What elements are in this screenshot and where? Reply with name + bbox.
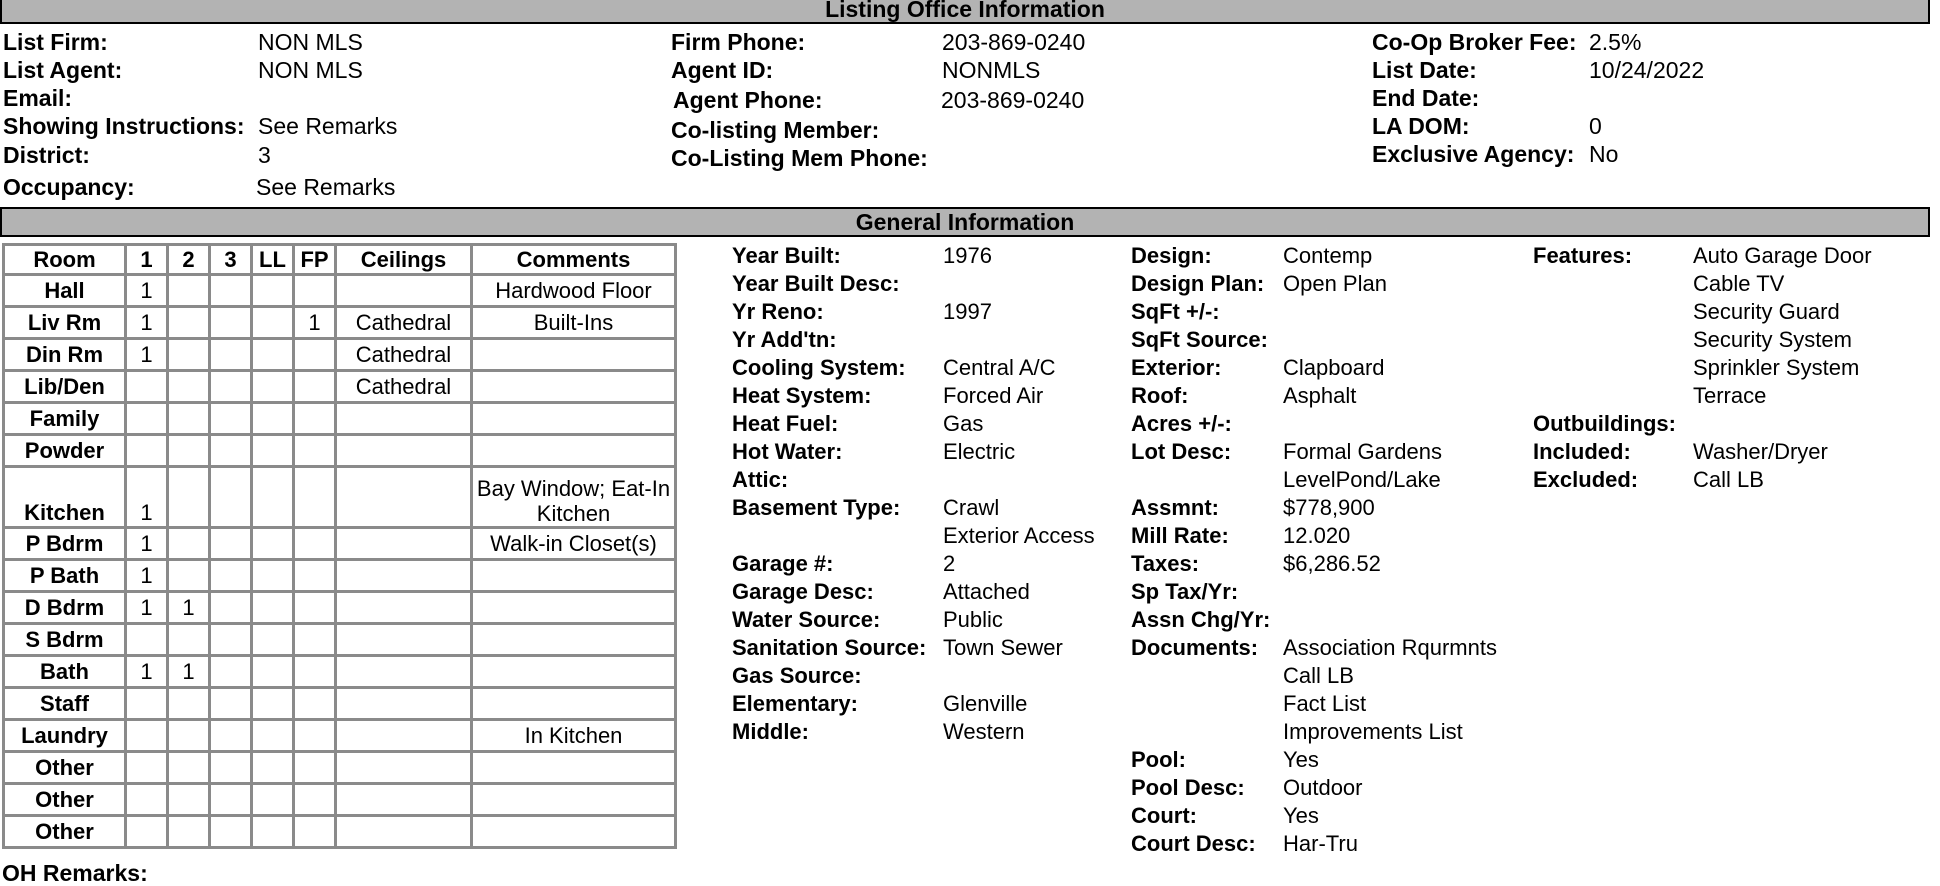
property-detail-label: Yr Add'tn: [732,327,837,352]
rooms-column-header: FP [294,245,336,275]
comments-cell [472,371,676,403]
room-level-cell [168,275,210,307]
comments-cell: Built-Ins [472,307,676,339]
property-detail-value: Crawl [943,495,1000,520]
room-level-cell [294,816,336,848]
property-feature-value: Washer/Dryer [1693,439,1828,464]
property-detail-label: Exterior: [1131,355,1222,380]
property-detail-label: Yr Reno: [732,299,824,324]
room-name-cell: Liv Rm [4,307,126,339]
property-detail-value: Association Rqurmnts [1283,635,1497,660]
room-level-cell [210,784,252,816]
property-detail-value: Clapboard [1283,355,1385,380]
room-level-cell [210,403,252,435]
oh-remarks-heading: OH Remarks: [2,860,148,886]
table-row [4,752,676,784]
room-level-cell [168,371,210,403]
property-feature-label: Features: [1533,243,1633,268]
rooms-column-header: 1 [126,245,168,275]
comments-cell [472,656,676,688]
room-level-cell [252,339,294,371]
room-level-cell [252,816,294,848]
property-detail-value: Har-Tru [1283,831,1358,856]
property-detail-value: Asphalt [1283,383,1357,408]
ceilings-cell: Cathedral [336,307,472,339]
property-detail-value: Attached [943,579,1030,604]
room-level-cell [294,720,336,752]
comments-cell [472,688,676,720]
showing-instructions-label: Showing Instructions: [3,113,245,139]
list-date-value: 10/24/2022 [1589,57,1705,83]
table-row [4,560,676,592]
agent-id-value: NONMLS [942,57,1041,83]
property-detail-value: Central A/C [943,355,1056,380]
ceilings-cell [336,688,472,720]
room-level-cell [294,624,336,656]
comments-cell [472,752,676,784]
agent-phone-label: Agent Phone: [673,87,823,113]
room-level-cell [252,592,294,624]
room-level-cell [294,528,336,560]
end-date-label: End Date: [1372,85,1480,111]
room-level-cell: 1 [126,592,168,624]
email-label: Email: [3,85,73,111]
ceilings-cell: Cathedral [336,339,472,371]
room-level-cell [168,752,210,784]
property-feature-value: Auto Garage Door [1693,243,1872,268]
property-feature-value: Security Guard [1693,299,1840,324]
property-detail-value: $6,286.52 [1283,551,1381,576]
property-detail-label: Mill Rate: [1131,523,1229,548]
room-name-cell: Hall [4,275,126,307]
room-level-cell [168,560,210,592]
room-level-cell [168,307,210,339]
comments-cell [472,592,676,624]
room-level-cell: 1 [126,528,168,560]
room-level-cell [252,528,294,560]
room-level-cell [210,816,252,848]
property-detail-label: Garage Desc: [732,579,874,604]
ceilings-cell [336,528,472,560]
table-row [4,656,676,688]
room-level-cell: 1 [294,307,336,339]
room-level-cell [168,435,210,467]
room-name-cell: Bath [4,656,126,688]
property-detail-value: Improvements List [1283,719,1463,744]
property-detail-value: Call LB [1283,663,1354,688]
room-level-cell [126,403,168,435]
room-level-cell [210,560,252,592]
table-row [4,816,676,848]
rooms-column-header: Room [4,245,126,275]
property-feature-value: Call LB [1693,467,1764,492]
room-level-cell [252,720,294,752]
room-level-cell [210,371,252,403]
room-level-cell [252,467,294,528]
list-firm-label: List Firm: [3,29,108,55]
table-row [4,624,676,656]
room-level-cell [210,528,252,560]
table-row [4,720,676,752]
room-level-cell [168,467,210,528]
room-name-cell: D Bdrm [4,592,126,624]
room-name-cell: Lib/Den [4,371,126,403]
ceilings-cell [336,403,472,435]
room-name-cell: Laundry [4,720,126,752]
room-level-cell [126,752,168,784]
ceilings-cell [336,752,472,784]
room-level-cell [252,371,294,403]
rooms-column-header: Ceilings [336,245,472,275]
property-detail-value: Forced Air [943,383,1044,408]
property-detail-label: Sp Tax/Yr: [1131,579,1239,604]
ceilings-cell [336,275,472,307]
ceilings-cell [336,624,472,656]
la-dom-label: LA DOM: [1372,113,1470,139]
room-level-cell [252,435,294,467]
table-row [4,307,676,339]
comments-cell: Bay Window; Eat-In Kitchen [472,467,676,528]
property-detail-label: Attic: [732,467,789,492]
room-level-cell [168,339,210,371]
property-detail-label: Gas Source: [732,663,862,688]
comments-cell: Hardwood Floor [472,275,676,307]
property-detail-label: Middle: [732,719,809,744]
ceilings-cell [336,656,472,688]
property-detail-value: Glenville [943,691,1028,716]
room-level-cell [294,560,336,592]
comments-cell [472,784,676,816]
property-detail-label: SqFt +/-: [1131,299,1220,324]
firm-phone-label: Firm Phone: [671,29,806,55]
table-row [4,339,676,371]
property-detail-label: Assn Chg/Yr: [1131,607,1271,632]
occupancy-label: Occupancy: [3,174,135,200]
property-detail-label: Pool: [1131,747,1186,772]
property-detail-value: Contemp [1283,243,1373,268]
table-row [4,784,676,816]
comments-cell: Walk-in Closet(s) [472,528,676,560]
property-detail-value: 1997 [943,299,992,324]
room-name-cell: Kitchen [4,467,126,528]
property-feature-label: Outbuildings: [1533,411,1676,436]
table-row [4,592,676,624]
property-detail-label: Design Plan: [1131,271,1265,296]
room-level-cell: 1 [168,656,210,688]
room-level-cell [294,275,336,307]
property-detail-value: Gas [943,411,984,436]
room-name-cell: Other [4,784,126,816]
table-row [4,688,676,720]
property-detail-label: Year Built Desc: [732,271,900,296]
property-detail-label: Heat System: [732,383,872,408]
agent-phone-value: 203-869-0240 [941,87,1085,113]
room-level-cell [168,688,210,720]
room-level-cell [168,528,210,560]
co-op-broker-fee-value: 2.5% [1589,29,1642,55]
property-detail-label: Basement Type: [732,495,901,520]
table-row [4,435,676,467]
table-row [4,403,676,435]
rooms-column-header: LL [252,245,294,275]
property-detail-value: Fact List [1283,691,1367,716]
room-level-cell [126,624,168,656]
comments-cell [472,816,676,848]
property-detail-value: $778,900 [1283,495,1375,520]
rooms-column-header: 2 [168,245,210,275]
property-detail-label: Cooling System: [732,355,906,380]
property-detail-label: Acres +/-: [1131,411,1232,436]
comments-cell [472,403,676,435]
property-detail-label: Year Built: [732,243,841,268]
ceilings-cell [336,467,472,528]
ceilings-cell [336,816,472,848]
property-detail-label: Court Desc: [1131,831,1256,856]
room-level-cell [294,339,336,371]
room-level-cell [294,688,336,720]
ceilings-cell [336,784,472,816]
co-op-broker-fee-label: Co-Op Broker Fee: [1372,29,1577,55]
room-name-cell: Staff [4,688,126,720]
la-dom-value: 0 [1589,113,1602,139]
listing-office-header: Listing Office Information [0,0,1930,24]
room-level-cell [294,752,336,784]
comments-cell [472,624,676,656]
table-row [4,528,676,560]
room-name-cell: P Bdrm [4,528,126,560]
room-name-cell: Powder [4,435,126,467]
room-level-cell [252,307,294,339]
ceilings-cell [336,592,472,624]
room-level-cell [168,784,210,816]
room-level-cell [210,688,252,720]
property-detail-value: Open Plan [1283,271,1387,296]
property-detail-label: Assmnt: [1131,495,1220,520]
room-level-cell [252,560,294,592]
room-level-cell [126,784,168,816]
room-level-cell [252,275,294,307]
co-listing-mem-phone-label: Co-Listing Mem Phone: [671,145,928,171]
room-level-cell [210,339,252,371]
occupancy-value: See Remarks [256,174,396,200]
property-detail-label: Lot Desc: [1131,439,1232,464]
room-name-cell: Other [4,816,126,848]
property-detail-value: Exterior Access [943,523,1095,548]
property-detail-value: 1976 [943,243,992,268]
room-level-cell [126,371,168,403]
property-detail-label: Roof: [1131,383,1189,408]
property-feature-label: Included: [1533,439,1631,464]
property-feature-value: Cable TV [1693,271,1785,296]
room-level-cell [252,656,294,688]
room-level-cell: 1 [126,560,168,592]
ceilings-cell [336,720,472,752]
room-level-cell [294,656,336,688]
room-level-cell: 1 [126,275,168,307]
room-level-cell [294,467,336,528]
property-detail-label: SqFt Source: [1131,327,1268,352]
room-level-cell [168,816,210,848]
room-name-cell: Din Rm [4,339,126,371]
room-level-cell [252,752,294,784]
property-detail-value: Public [943,607,1003,632]
rooms-table [2,243,677,849]
comments-cell [472,560,676,592]
list-agent-label: List Agent: [3,57,123,83]
property-detail-value: Formal Gardens [1283,439,1442,464]
list-agent-value: NON MLS [258,57,363,83]
room-name-cell: Family [4,403,126,435]
room-level-cell [252,403,294,435]
property-detail-label: Design: [1131,243,1212,268]
property-detail-value: Town Sewer [943,635,1063,660]
exclusive-agency-value: No [1589,141,1619,167]
room-level-cell [168,624,210,656]
property-detail-value: LevelPond/Lake [1283,467,1441,492]
list-date-label: List Date: [1372,57,1477,83]
property-detail-value: Electric [943,439,1016,464]
room-level-cell [252,688,294,720]
property-detail-value: Yes [1283,747,1319,772]
property-detail-label: Taxes: [1131,551,1200,576]
room-level-cell: 1 [126,307,168,339]
room-level-cell [252,624,294,656]
co-listing-member-label: Co-listing Member: [671,117,880,143]
room-level-cell [210,307,252,339]
table-row [4,275,676,307]
room-level-cell [294,435,336,467]
firm-phone-value: 203-869-0240 [942,29,1086,55]
property-feature-label: Excluded: [1533,467,1639,492]
room-level-cell [210,624,252,656]
showing-instructions-value: See Remarks [258,113,398,139]
room-level-cell [126,688,168,720]
property-detail-value: 2 [943,551,956,576]
property-detail-label: Heat Fuel: [732,411,839,436]
ceilings-cell [336,435,472,467]
property-feature-value: Terrace [1693,383,1767,408]
room-level-cell: 1 [126,656,168,688]
rooms-column-header: 3 [210,245,252,275]
room-level-cell [168,720,210,752]
room-level-cell [168,403,210,435]
room-level-cell [294,403,336,435]
room-name-cell: P Bath [4,560,126,592]
room-level-cell [126,816,168,848]
agent-id-label: Agent ID: [671,57,774,83]
rooms-column-header: Comments [472,245,676,275]
list-firm-value: NON MLS [258,29,363,55]
property-detail-label: Garage #: [732,551,834,576]
room-level-cell [210,435,252,467]
room-level-cell [210,656,252,688]
room-level-cell [294,784,336,816]
room-level-cell [252,784,294,816]
property-feature-value: Sprinkler System [1693,355,1860,380]
rooms-header-row [4,245,676,275]
room-level-cell [210,467,252,528]
property-detail-label: Documents: [1131,635,1259,660]
property-detail-label: Pool Desc: [1131,775,1245,800]
room-level-cell [210,275,252,307]
room-level-cell: 1 [126,467,168,528]
district-value: 3 [258,142,271,168]
property-detail-value: Yes [1283,803,1319,828]
property-detail-label: Hot Water: [732,439,843,464]
ceilings-cell [336,560,472,592]
general-information-header: General Information [0,207,1930,237]
room-level-cell [294,371,336,403]
property-detail-label: Court: [1131,803,1197,828]
property-detail-label: Elementary: [732,691,858,716]
property-detail-value: 12.020 [1283,523,1351,548]
property-feature-value: Security System [1693,327,1852,352]
table-row [4,371,676,403]
room-level-cell [210,752,252,784]
comments-cell: In Kitchen [472,720,676,752]
room-name-cell: Other [4,752,126,784]
room-level-cell [126,720,168,752]
room-name-cell: S Bdrm [4,624,126,656]
district-label: District: [3,142,90,168]
property-detail-value: Outdoor [1283,775,1363,800]
room-level-cell: 1 [168,592,210,624]
room-level-cell [210,720,252,752]
exclusive-agency-label: Exclusive Agency: [1372,141,1575,167]
room-level-cell [294,592,336,624]
ceilings-cell: Cathedral [336,371,472,403]
property-detail-label: Sanitation Source: [732,635,927,660]
room-level-cell [126,435,168,467]
comments-cell [472,435,676,467]
table-row [4,467,676,528]
comments-cell [472,339,676,371]
property-detail-value: Western [943,719,1025,744]
room-level-cell [210,592,252,624]
property-detail-label: Water Source: [732,607,881,632]
room-level-cell: 1 [126,339,168,371]
